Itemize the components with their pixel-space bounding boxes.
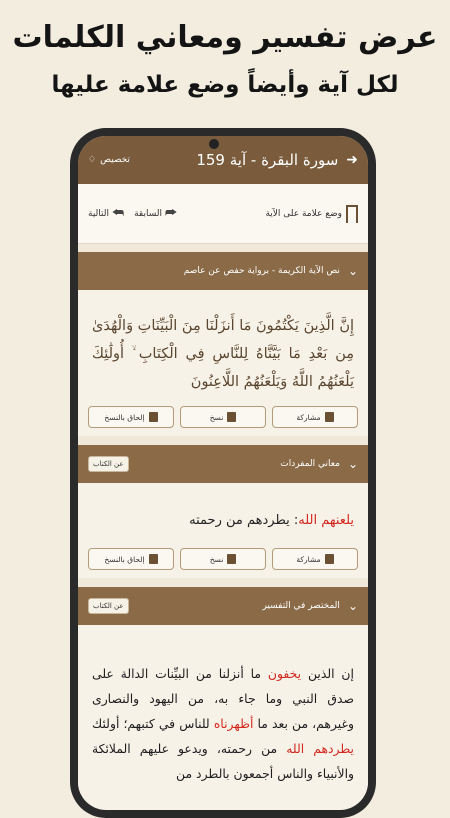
share-icon xyxy=(325,412,334,422)
append-copy-button[interactable] xyxy=(88,548,174,570)
verse-text: إِنَّ الَّذِينَ يَكْتُمُونَ مَا أَنزَلْنَا مِنَ الْبَيِّنَاتِ وَالْهُدَىٰ مِن بَعْدِ مَا بَيَّنَّاهُ لِلنَّاسِ فِي الْكِتَابِ ۙ أُولَٰئِكَ يَلْعَنُهُمُ اللَّهُ وَيَلْعَنُهُمُ اللَّاعِنُونَ xyxy=(91,318,354,390)
copy-label: نسخ xyxy=(209,554,224,564)
share-icon xyxy=(325,554,334,564)
verse-section-title: نص الآية الكريمة - برواية حفص عن عاصم xyxy=(183,266,340,276)
palette-icon: ♢ xyxy=(88,155,97,165)
app-screen xyxy=(78,136,368,810)
about-book-button[interactable]: عن الكتاب xyxy=(88,456,129,472)
next-verse-button[interactable] xyxy=(88,206,124,221)
append-copy-icon xyxy=(149,412,158,422)
append-copy-button[interactable] xyxy=(88,406,174,428)
meanings-section-title: معاني المفردات xyxy=(280,459,340,469)
copy-label: نسخ xyxy=(209,412,224,422)
next-label: التالية xyxy=(88,208,109,219)
append-copy-icon xyxy=(149,554,158,564)
page-title: سورة البقرة - آية 159 xyxy=(196,151,339,169)
phone-frame xyxy=(70,128,376,818)
arrow-next-icon: ⮪ xyxy=(111,206,125,221)
copy-icon xyxy=(227,412,236,422)
append-copy-label: إلحاق بالنسخ xyxy=(104,554,145,564)
about-book-button[interactable]: عن الكتاب xyxy=(88,598,129,614)
previous-label: السابقة xyxy=(134,208,162,219)
arrow-right-icon[interactable]: ➜ xyxy=(346,152,358,168)
share-label: مشاركة xyxy=(296,412,321,422)
tafsir-section-body xyxy=(78,625,368,794)
camera-notch xyxy=(209,139,219,149)
verse-toolbar xyxy=(78,184,368,244)
verse-section-body xyxy=(78,290,368,436)
meanings-section-body xyxy=(78,483,368,578)
customize-button[interactable] xyxy=(88,155,130,165)
copy-button[interactable] xyxy=(180,406,266,428)
highlighted-word: يطردهم الله xyxy=(286,741,354,756)
chevron-down-icon: ⌄ xyxy=(347,457,358,471)
arrow-previous-icon: ⮫ xyxy=(164,206,178,221)
app-bar xyxy=(78,136,368,184)
append-copy-label: إلحاق بالنسخ xyxy=(104,412,145,422)
customize-label: تخصيص xyxy=(100,155,130,165)
highlighted-word: أظهرناه xyxy=(213,716,254,731)
promo-subtitle: لكل آية وأيضاً وضع علامة عليها xyxy=(51,72,399,98)
previous-verse-button[interactable] xyxy=(134,206,177,221)
tafsir-text: إن الذين يخفون ما أنزلنا من البيِّنات الدالة على صدق النبي وما جاء به، من اليهود والنصارى وغيرهم، من بعد ما أظهرناه للناس في كتبهم؛ أولئك يطردهم الله من رحمته، ويدعو عليهم الملائكة والأنبياء والناس أجمعون بالطرد من xyxy=(92,666,354,781)
meanings-section-header[interactable] xyxy=(78,445,368,483)
word-meaning xyxy=(88,493,358,542)
promo-title: عرض تفسير ومعاني الكلمات xyxy=(12,20,438,55)
chevron-down-icon: ⌄ xyxy=(347,599,358,613)
verse-section-header[interactable] xyxy=(78,252,368,290)
bookmark-verse-button[interactable] xyxy=(265,205,358,223)
bookmark-icon xyxy=(346,205,358,223)
tafsir-section-header[interactable] xyxy=(78,587,368,625)
chevron-down-icon: ⌄ xyxy=(347,264,358,278)
share-button[interactable] xyxy=(272,548,358,570)
bookmark-label: وضع علامة على الآية xyxy=(265,208,342,219)
copy-button[interactable] xyxy=(180,548,266,570)
copy-icon xyxy=(227,554,236,564)
highlighted-word: يخفون xyxy=(267,666,302,681)
tafsir-section-title: المختصر في التفسير xyxy=(262,601,340,611)
highlighted-word: يلعنهم الله xyxy=(298,513,354,528)
word-definition: : يطردهم من رحمته xyxy=(189,513,299,528)
share-label: مشاركة xyxy=(296,554,321,564)
share-button[interactable] xyxy=(272,406,358,428)
